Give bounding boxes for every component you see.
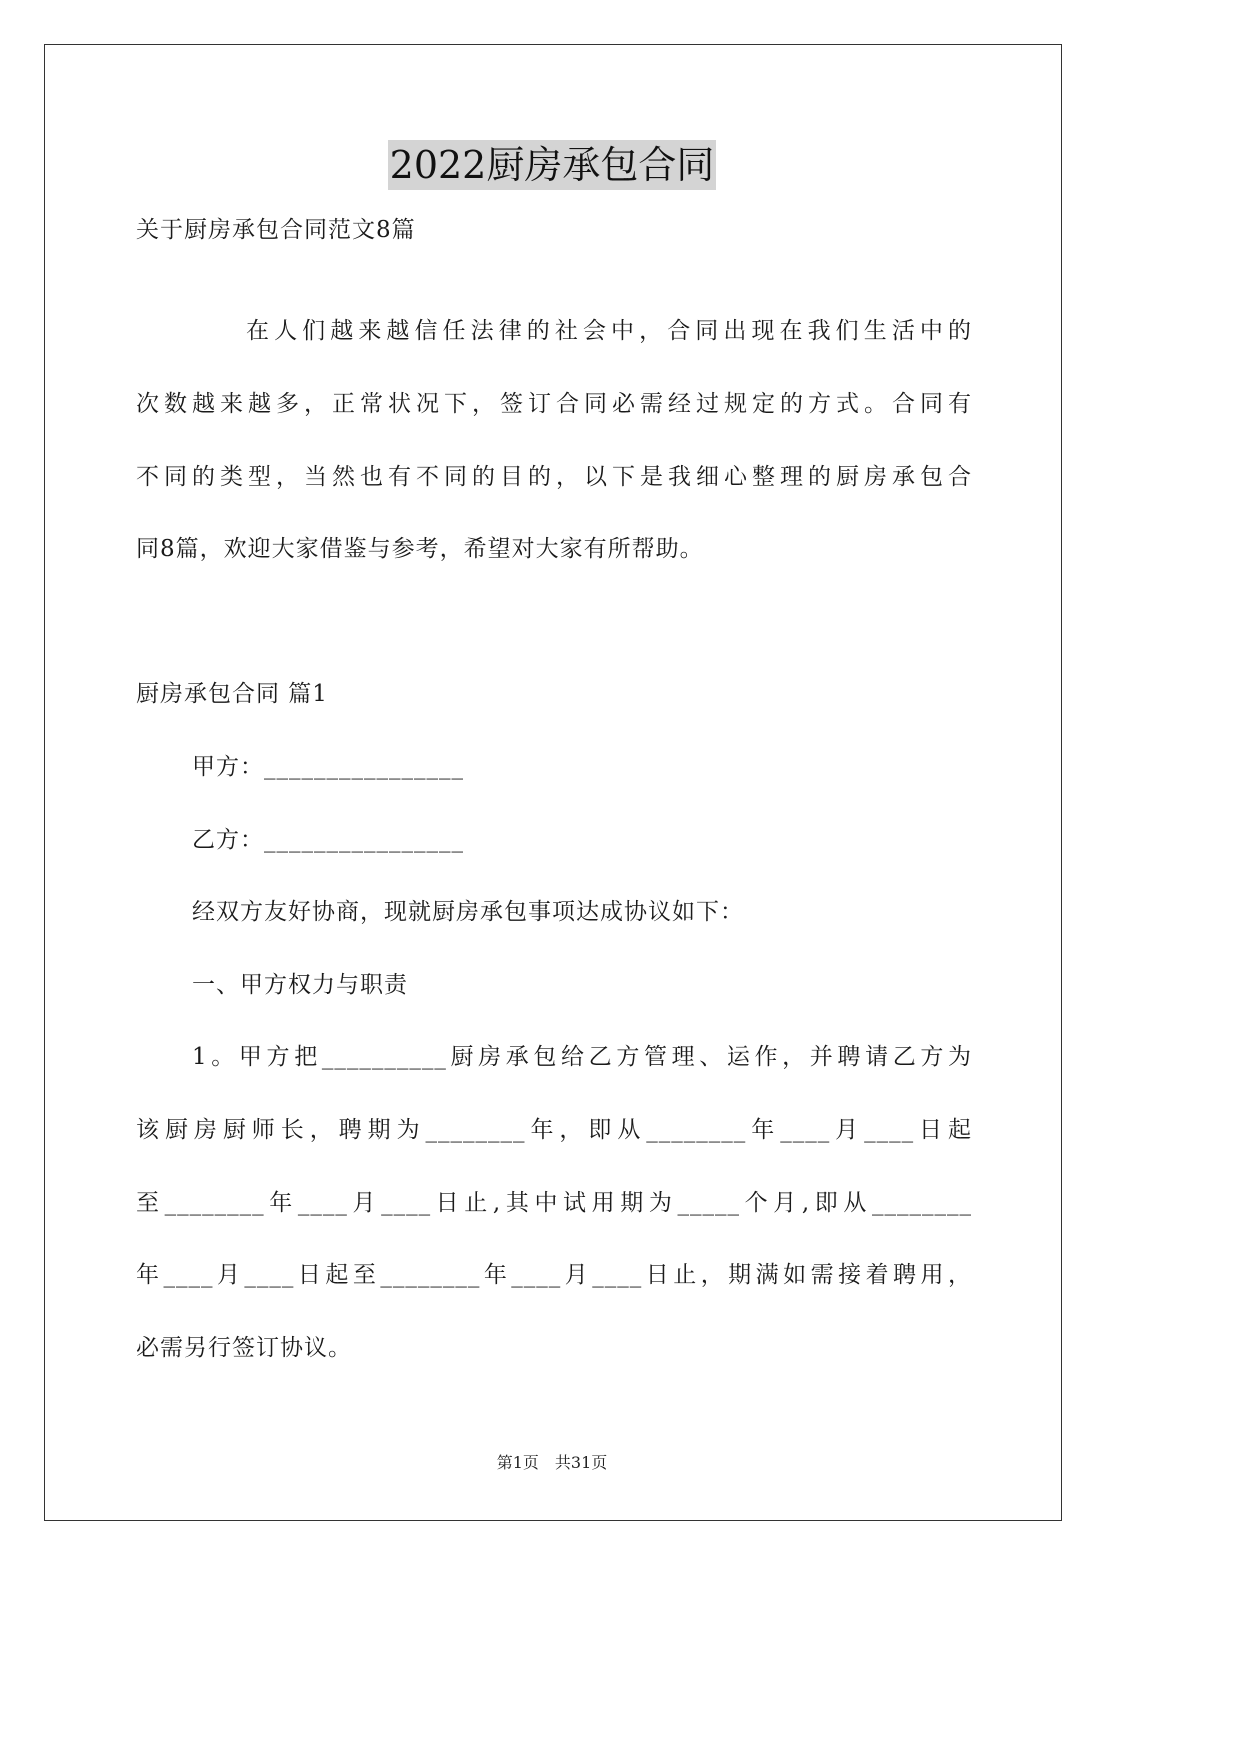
page-number-footer: 第1页 共31页 <box>496 1453 608 1472</box>
document-title: 2022厨房承包合同 <box>388 140 717 190</box>
clause1-line-5: 必需另行签订协议。 <box>136 1335 352 1361</box>
title-container <box>0 140 1104 190</box>
clause1-line-3: 至________年____月____日止,其中试用期为_____个月,即从________ <box>136 1190 972 1216</box>
party-a-line: 甲方：________________ <box>192 754 464 780</box>
clause1-line-1: 1。甲方把__________厨房承包给乙方管理、运作，并聘请乙方为 <box>192 1044 972 1070</box>
intro-line-2: 次数越来越多，正常状况下，签订合同必需经过规定的方式。合同有 <box>136 391 972 417</box>
document-subtitle: 关于厨房承包合同范文8篇 <box>136 217 416 243</box>
party-b-line: 乙方：________________ <box>192 827 464 853</box>
intro-line-3: 不同的类型，当然也有不同的目的，以下是我细心整理的厨房承包合 <box>136 464 972 490</box>
clause-heading: 一、甲方权力与职责 <box>192 972 408 998</box>
intro-line-1: 在人们越来越信任法律的社会中，合同出现在我们生活中的 <box>246 318 972 344</box>
clause1-line-4: 年____月____日起至________年____月____日止，期满如需接着聘用， <box>136 1262 972 1288</box>
intro-line-4: 同8篇，欢迎大家借鉴与参考，希望对大家有所帮助。 <box>136 536 704 562</box>
clause1-line-2: 该厨房厨师长，聘期为________年，即从________年____月____日起 <box>136 1117 973 1143</box>
section-heading: 厨房承包合同 篇1 <box>136 681 328 707</box>
agreement-intro: 经双方友好协商，现就厨房承包事项达成协议如下： <box>192 899 744 925</box>
